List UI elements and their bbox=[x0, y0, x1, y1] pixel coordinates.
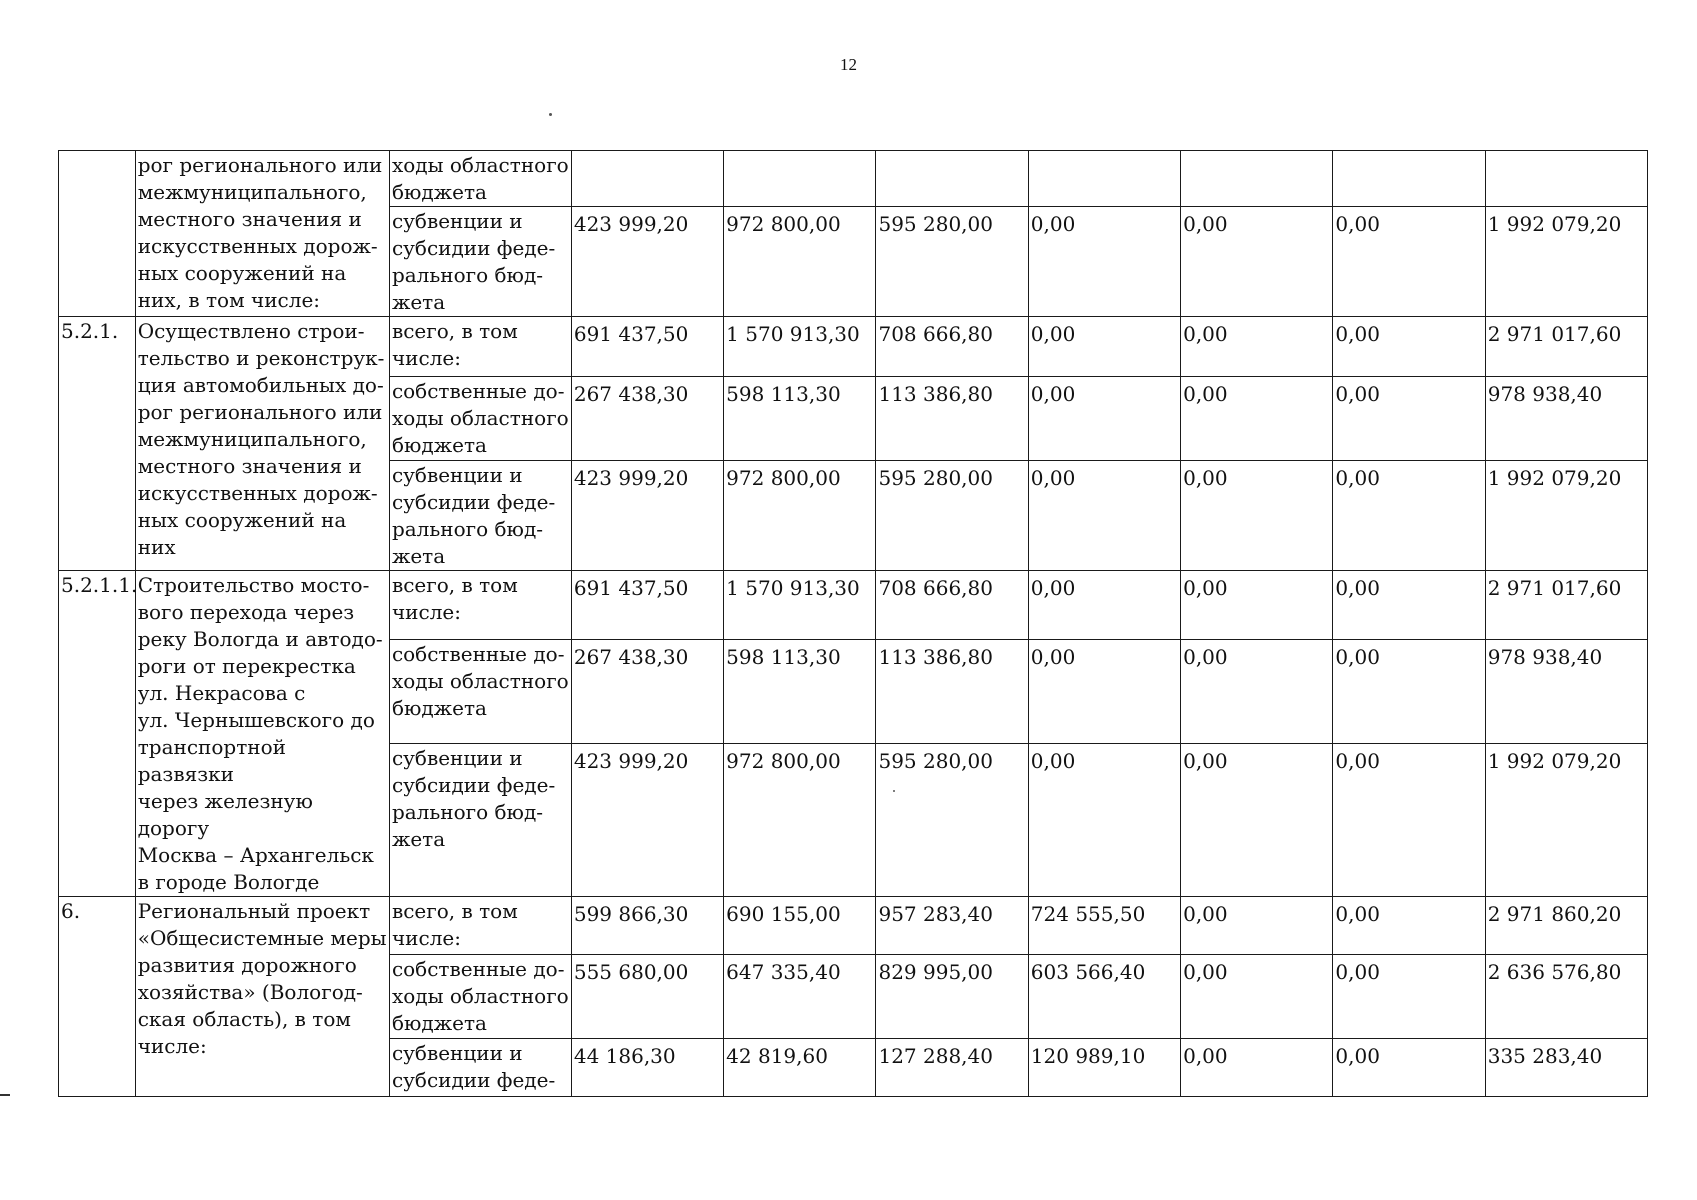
amount-cell: 598 113,30 bbox=[724, 640, 876, 744]
scan-edge-mark bbox=[0, 1094, 10, 1096]
total-amount-cell: 335 283,40 bbox=[1485, 1039, 1647, 1097]
total-amount-cell: 1 992 079,20 bbox=[1485, 461, 1647, 571]
amount-cell: 267 438,30 bbox=[571, 377, 723, 461]
row-code-cell: 6. bbox=[59, 897, 136, 1097]
funding-source-cell: субвенции и субсидии феде- bbox=[389, 1039, 571, 1097]
amount-cell: 829 995,00 bbox=[876, 955, 1028, 1039]
amount-cell bbox=[1028, 151, 1180, 207]
amount-cell: 120 989,10 bbox=[1028, 1039, 1180, 1097]
funding-source-cell: субвенции и субсидии феде- рального бюд- жета bbox=[389, 743, 571, 896]
amount-cell: 708 666,80 bbox=[876, 571, 1028, 640]
funding-source-cell: субвенции и субсидии феде- рального бюд- жета bbox=[389, 461, 571, 571]
amount-cell: 0,00 bbox=[1333, 743, 1485, 896]
total-amount-cell: 2 971 017,60 bbox=[1485, 571, 1647, 640]
table-row bbox=[59, 317, 1648, 377]
amount-cell: 595 280,00 bbox=[876, 207, 1028, 317]
amount-cell: 113 386,80 bbox=[876, 377, 1028, 461]
amount-cell bbox=[1333, 151, 1485, 207]
row-code-cell: 5.2.1.1. bbox=[59, 571, 136, 897]
amount-cell: 1 570 913,30 bbox=[724, 317, 876, 377]
amount-cell: 42 819,60 bbox=[724, 1039, 876, 1097]
amount-cell: 972 800,00 bbox=[724, 207, 876, 317]
budget-table bbox=[58, 150, 1648, 1097]
amount-cell bbox=[876, 151, 1028, 207]
amount-cell: 555 680,00 bbox=[571, 955, 723, 1039]
table-body bbox=[59, 151, 1648, 1097]
amount-cell: 0,00 bbox=[1181, 1039, 1333, 1097]
table-row bbox=[59, 151, 1648, 207]
amount-cell: 0,00 bbox=[1028, 207, 1180, 317]
amount-cell: 0,00 bbox=[1181, 377, 1333, 461]
amount-cell: 599 866,30 bbox=[571, 897, 723, 955]
funding-source-cell: собственные до- ходы областного бюджета bbox=[389, 640, 571, 744]
amount-cell: 113 386,80 bbox=[876, 640, 1028, 744]
funding-source-cell: всего, в том числе: bbox=[389, 897, 571, 955]
row-name-cell: рог регионального или межмуниципального, местного значения и искусственных дорож- ных сооружений на них, в том числе: bbox=[135, 151, 389, 317]
amount-cell: 598 113,30 bbox=[724, 377, 876, 461]
amount-cell: 691 437,50 bbox=[571, 317, 723, 377]
amount-cell bbox=[571, 151, 723, 207]
row-name-cell: Осуществлено строи- тельство и реконструк- ция автомобильных до- рог регионального или межмуниципального, местного значения и искусственных дорож- ных сооружений на них bbox=[135, 317, 389, 571]
amount-cell: 423 999,20 bbox=[571, 743, 723, 896]
amount-cell: 647 335,40 bbox=[724, 955, 876, 1039]
row-code-cell: 5.2.1. bbox=[59, 317, 136, 571]
amount-cell: 0,00 bbox=[1181, 897, 1333, 955]
amount-cell: 0,00 bbox=[1333, 640, 1485, 744]
amount-cell: 0,00 bbox=[1181, 317, 1333, 377]
amount-cell: 595 280,00 bbox=[876, 461, 1028, 571]
amount-cell: 0,00 bbox=[1333, 955, 1485, 1039]
amount-cell: 0,00 bbox=[1181, 461, 1333, 571]
funding-source-cell: ходы областного бюджета bbox=[389, 151, 571, 207]
amount-cell bbox=[1181, 151, 1333, 207]
total-amount-cell: 2 971 860,20 bbox=[1485, 897, 1647, 955]
amount-cell: 691 437,50 bbox=[571, 571, 723, 640]
total-amount-cell: 1 992 079,20 bbox=[1485, 743, 1647, 896]
funding-source-cell: субвенции и субсидии феде- рального бюд- жета bbox=[389, 207, 571, 317]
amount-cell: 595 280,00 bbox=[876, 743, 1028, 896]
funding-source-cell: всего, в том числе: bbox=[389, 571, 571, 640]
amount-cell: 0,00 bbox=[1028, 317, 1180, 377]
amount-cell: 0,00 bbox=[1333, 317, 1485, 377]
amount-cell: 0,00 bbox=[1181, 955, 1333, 1039]
amount-cell: 0,00 bbox=[1333, 571, 1485, 640]
amount-cell: 423 999,20 bbox=[571, 461, 723, 571]
amount-cell: 0,00 bbox=[1181, 640, 1333, 744]
amount-cell: 0,00 bbox=[1333, 897, 1485, 955]
amount-cell: 0,00 bbox=[1028, 377, 1180, 461]
amount-cell: 0,00 bbox=[1028, 743, 1180, 896]
amount-cell: 724 555,50 bbox=[1028, 897, 1180, 955]
amount-cell: 1 570 913,30 bbox=[724, 571, 876, 640]
amount-cell: 0,00 bbox=[1028, 461, 1180, 571]
amount-cell: 972 800,00 bbox=[724, 743, 876, 896]
total-amount-cell: 978 938,40 bbox=[1485, 640, 1647, 744]
amount-cell: 0,00 bbox=[1333, 461, 1485, 571]
amount-cell: 957 283,40 bbox=[876, 897, 1028, 955]
funding-source-cell: всего, в том числе: bbox=[389, 317, 571, 377]
total-amount-cell: 2 636 576,80 bbox=[1485, 955, 1647, 1039]
amount-cell: 690 155,00 bbox=[724, 897, 876, 955]
amount-cell: 267 438,30 bbox=[571, 640, 723, 744]
total-amount-cell bbox=[1485, 151, 1647, 207]
total-amount-cell: 2 971 017,60 bbox=[1485, 317, 1647, 377]
amount-cell: 0,00 bbox=[1333, 207, 1485, 317]
amount-cell: 423 999,20 bbox=[571, 207, 723, 317]
amount-cell: 603 566,40 bbox=[1028, 955, 1180, 1039]
scan-speck bbox=[549, 113, 552, 116]
funding-source-cell: собственные до- ходы областного бюджета bbox=[389, 955, 571, 1039]
row-name-cell: Строительство мосто- вого перехода через реку Вологда и автодо- роги от перекрестка ул. Некрасова с ул. Чернышевского до транспортной развязки через железную дорогу Москва – Архангельск в городе Вологде bbox=[135, 571, 389, 897]
table-row bbox=[59, 897, 1648, 955]
total-amount-cell: 978 938,40 bbox=[1485, 377, 1647, 461]
amount-cell bbox=[724, 151, 876, 207]
amount-cell: 0,00 bbox=[1028, 571, 1180, 640]
table-row bbox=[59, 571, 1648, 640]
funding-source-cell: собственные до- ходы областного бюджета bbox=[389, 377, 571, 461]
amount-cell: 0,00 bbox=[1181, 207, 1333, 317]
amount-cell: 708 666,80 bbox=[876, 317, 1028, 377]
amount-cell: 0,00 bbox=[1333, 377, 1485, 461]
amount-cell: 127 288,40 bbox=[876, 1039, 1028, 1097]
row-name-cell: Региональный проект «Общесистемные меры развития дорожного хозяйства» (Вологод- ская область), в том числе: bbox=[135, 897, 389, 1097]
amount-cell: 0,00 bbox=[1181, 743, 1333, 896]
amount-cell: 972 800,00 bbox=[724, 461, 876, 571]
page-number: 12 bbox=[840, 55, 857, 74]
row-code-cell bbox=[59, 151, 136, 317]
total-amount-cell: 1 992 079,20 bbox=[1485, 207, 1647, 317]
amount-cell: 0,00 bbox=[1181, 571, 1333, 640]
amount-cell: 0,00 bbox=[1333, 1039, 1485, 1097]
amount-cell: 0,00 bbox=[1028, 640, 1180, 744]
amount-cell: 44 186,30 bbox=[571, 1039, 723, 1097]
